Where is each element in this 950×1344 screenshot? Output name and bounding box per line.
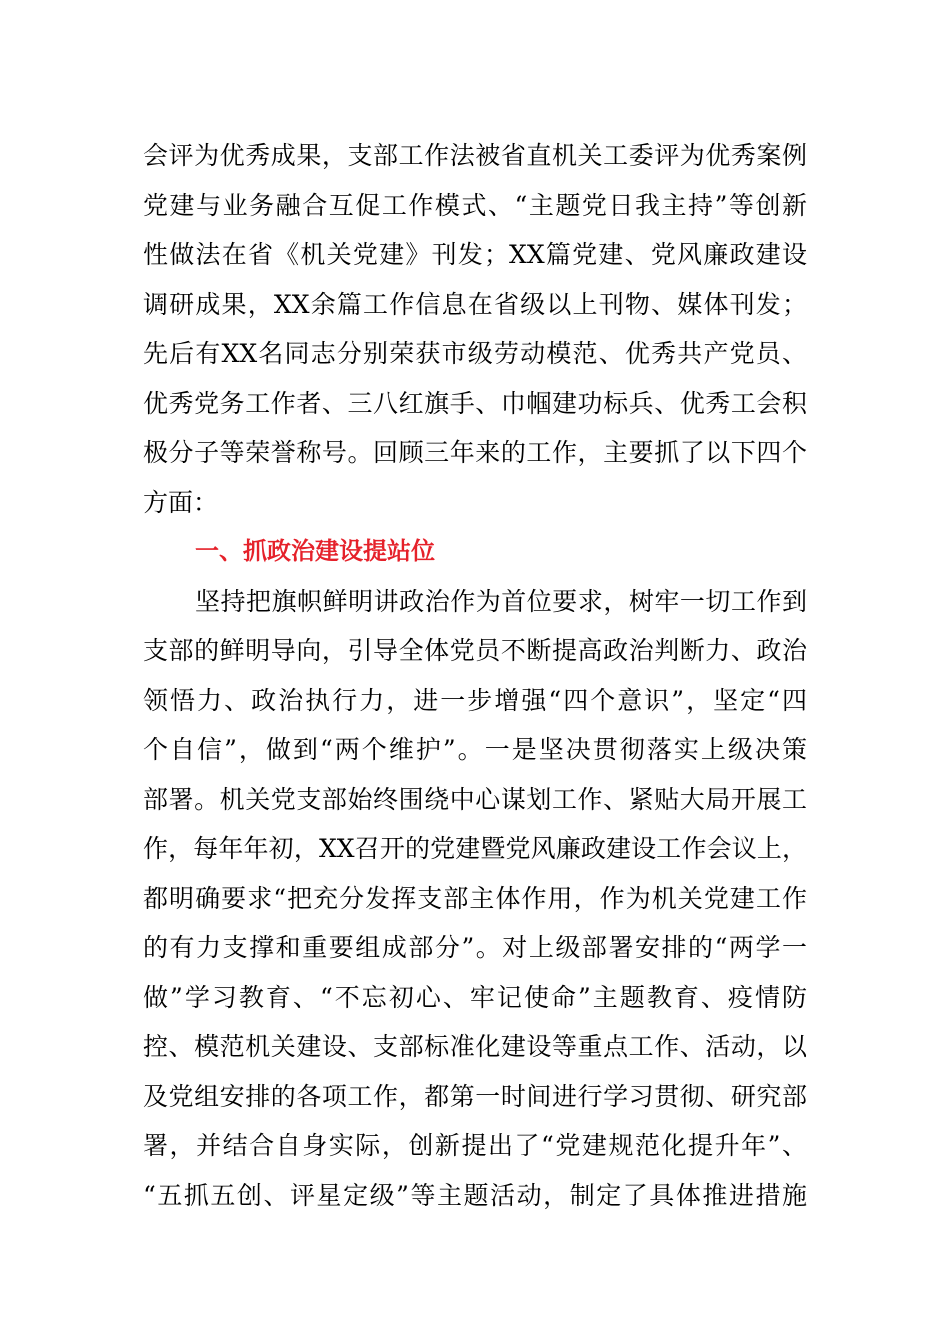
body-line-2: 支部的鲜明导向，引导全体党员不断提高政治判断力、政治 [143,636,807,665]
body-line-3: 领悟力、政治执行力，进一步增强“四个意识”，坚定“四 [143,685,807,715]
intro-line-3: 性做法在省《机关党建》刊发；XX篇党建、党风廉政建设 [143,240,807,269]
body-line-12: 署，并结合自身实际，创新提出了“党建规范化提升年”、 [143,1131,807,1160]
intro-line-1: 会评为优秀成果，支部工作法被省直机关工委评为优秀案例 [143,141,807,170]
body-line-8: 的有力支撑和重要组成部分”。对上级部署安排的“两学一 [143,933,807,962]
body-line-10: 控、模范机关建设、支部标准化建设等重点工作、活动，以 [143,1032,807,1061]
section-heading: 一、抓政治建设提站位 [195,537,435,565]
body-line-4: 个自信”，做到“两个维护”。一是坚决贯彻落实上级决策 [143,735,807,764]
body-line-7: 都明确要求“把充分发挥支部主体作用，作为机关党建工作 [143,883,807,913]
intro-line-5: 先后有XX名同志分别荣获市级劳动模范、优秀共产党员、 [143,339,807,368]
body-line-11: 及党组安排的各项工作，都第一时间进行学习贯彻、研究部 [143,1081,807,1111]
intro-line-4: 调研成果，XX余篇工作信息在省级以上刊物、媒体刊发； [143,289,807,319]
body-line-1: 坚持把旗帜鲜明讲政治作为首位要求，树牢一切工作到 [195,586,807,616]
intro-line-7: 极分子等荣誉称号。回顾三年来的工作，主要抓了以下四个 [143,438,807,467]
intro-line-2: 党建与业务融合互促工作模式、“主题党日我主持”等创新 [143,190,807,220]
body-line-6: 作，每年年初，XX召开的党建暨党风廉政建设工作会议上， [143,834,807,863]
body-line-5: 部署。机关党支部始终围绕中心谋划工作、紧贴大局开展工 [143,784,807,814]
intro-line-6: 优秀党务工作者、三八红旗手、巾帼建功标兵、优秀工会积 [143,388,807,418]
body-line-9: 做”学习教育、“不忘初心、牢记使命”主题教育、疫情防 [143,982,807,1012]
body-line-13: “五抓五创、评星定级”等主题活动，制定了具体推进措施 [143,1180,807,1210]
intro-line-8: 方面： [143,487,219,517]
document-body [143,131,807,1220]
